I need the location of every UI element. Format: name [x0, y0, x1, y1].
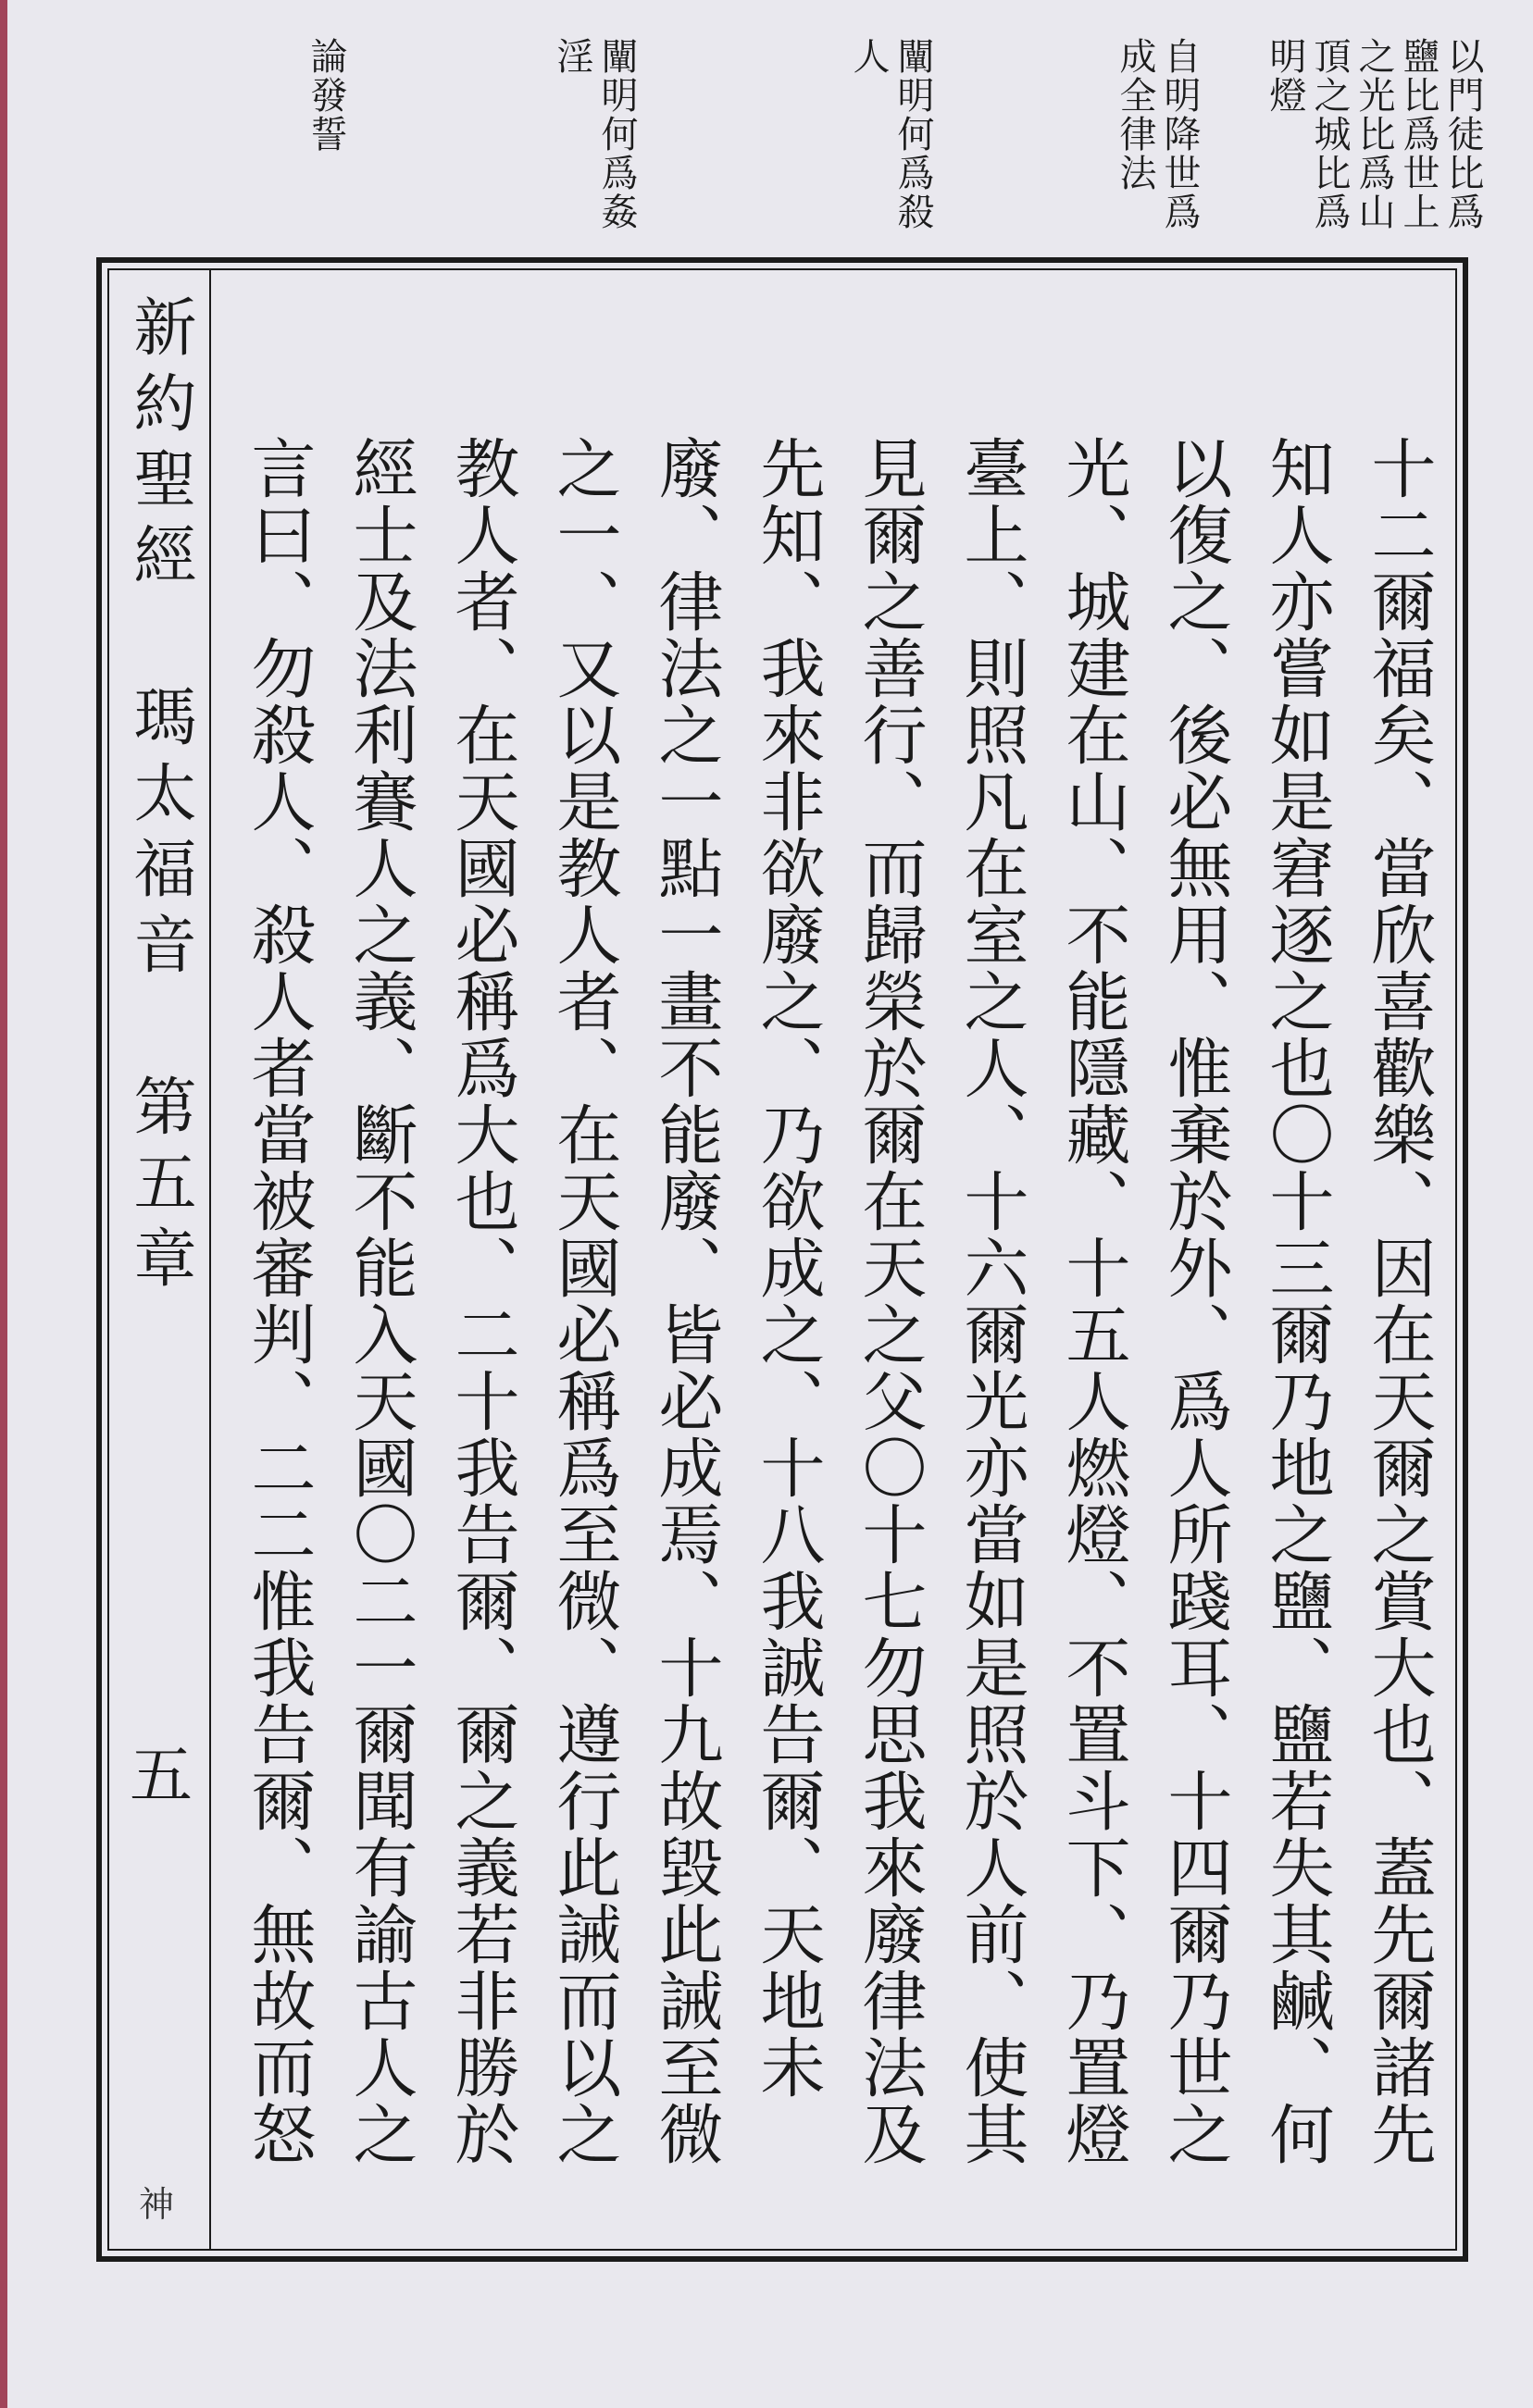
- margin-note-salt-light: 以門徒比爲鹽比爲世上之光比爲山頂之城比爲明燈: [1264, 37, 1484, 231]
- page-number: 五: [130, 1740, 193, 1813]
- margin-note-adultery: 闡明何爲姦淫: [551, 37, 638, 231]
- running-head: 新約聖經 瑪太福音 第五章: [123, 294, 196, 1301]
- scripture-body-text: 十二爾福矣、當欣喜歡樂、因在天爾之賞大也、蓋先爾諸先知人亦嘗如是窘逐之也〇十三爾乃地之鹽、鹽若失其鹹、何以復之、後必無用、惟棄於外、爲人所踐耳、十四爾乃世之光、城建在山、不能隱藏、十五人燃燈、不置斗下、乃置燈臺上、則照凡在室之人、十六爾光亦當如是照於人前、使其見爾之善行、而歸榮於爾在天之父〇十七勿思我來廢律法及先知、我來非欲廢之、乃欲成之、十八我誠告爾、天地未廢、律法之一點一畫不能廢、皆必成焉、十九故毀此誡至微之一、又以是教人者、在天國必稱爲至微、遵行此誡而以之教人者、在天國必稱爲大也、二十我告爾、爾之義若非勝於經士及法利賽人之義、斷不能入天國〇二一爾聞有諭古人之言曰、勿殺人、殺人者當被審判、二二惟我告爾、無故而怒: [241, 435, 1437, 2167]
- header-divider-line: [209, 268, 211, 2251]
- footer-signature-mark: 神: [139, 2184, 175, 2225]
- margin-note-fulfil-law: 自明降世爲成全律法: [1114, 37, 1201, 231]
- margin-note-oath: 論發誓: [305, 37, 347, 154]
- margin-note-murder: 闡明何爲殺人: [847, 37, 934, 231]
- book-spine-edge: [0, 0, 7, 2408]
